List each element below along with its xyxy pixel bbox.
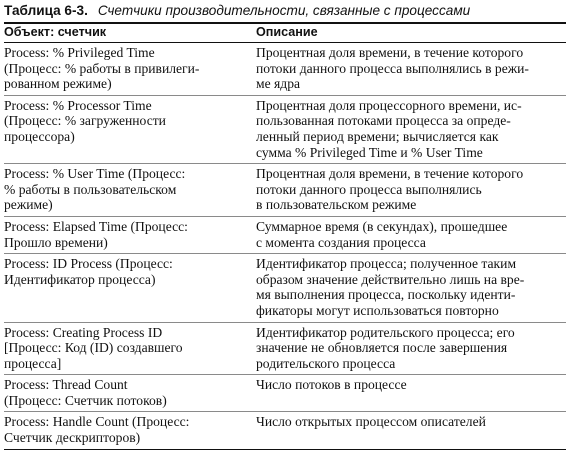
header-counter: Объект: счетчик [4, 25, 107, 39]
counters-table [4, 22, 566, 450]
description-cell: Процентная доля процессорного времени, ис- пользованная потоками процесса за опреде- ленный период времени; вычисляется как сумма % Privileged Time и % User Time [256, 97, 522, 160]
table-row [4, 43, 566, 96]
table-row [4, 164, 566, 217]
document-page [4, 2, 566, 450]
table-row [4, 216, 566, 253]
counter-cell: Process: % Privileged Time (Процесс: % работы в привилеги- рованном режиме) [4, 45, 200, 92]
counter-cell: Process: Creating Process ID [Процесс: Код (ID) создавшего процесса] [4, 324, 183, 371]
table-row [4, 375, 566, 412]
description-cell: Процентная доля времени, в течение которого потоки данного процесса выполнялись в режи- ме ядра [256, 45, 529, 92]
description-cell: Идентификатор процесса; полученное таким образом значение действительно лишь на вре- мя выполнения процесса, поскольку иденти- фикаторы могут использоваться повторно [256, 256, 525, 318]
description-cell: Процентная доля времени, в течение которого потоки данного процесса выполнялись в пользовательском режиме [256, 166, 524, 213]
description-cell: Число открытых процессом описателей [256, 414, 486, 430]
description-cell: Суммарное время (в секундах), прошедшее с момента создания процесса [256, 218, 508, 250]
counter-cell: Process: Handle Count (Процесс: Счетчик дескрипторов) [4, 414, 190, 446]
caption-label: Таблица 6-3. [4, 3, 88, 18]
counter-cell: Process: % User Time (Процесс: % работы в пользовательском режиме) [4, 166, 186, 213]
caption-title: Счетчики производительности, связанные с процессами [97, 3, 471, 18]
description-cell: Число потоков в процессе [256, 377, 407, 393]
table-row [4, 95, 566, 163]
counter-cell: Process: % Processor Time (Процесс: % загруженности процессора) [4, 97, 166, 144]
table-row [4, 322, 566, 375]
header-description: Описание [256, 25, 318, 39]
counter-cell: Process: Thread Count (Процесс: Счетчик потоков) [4, 377, 167, 408]
counter-cell: Process: ID Process (Процесс: Идентификатор процесса) [4, 256, 173, 287]
table-header-row [4, 23, 566, 43]
table-row [4, 254, 566, 322]
description-cell: Идентификатор родительского процесса; его значение не обновляется после завершения родительского процесса [256, 324, 515, 371]
counter-cell: Process: Elapsed Time (Процесс: Прошло времени) [4, 218, 188, 250]
table-caption [4, 2, 566, 22]
table-row [4, 412, 566, 449]
